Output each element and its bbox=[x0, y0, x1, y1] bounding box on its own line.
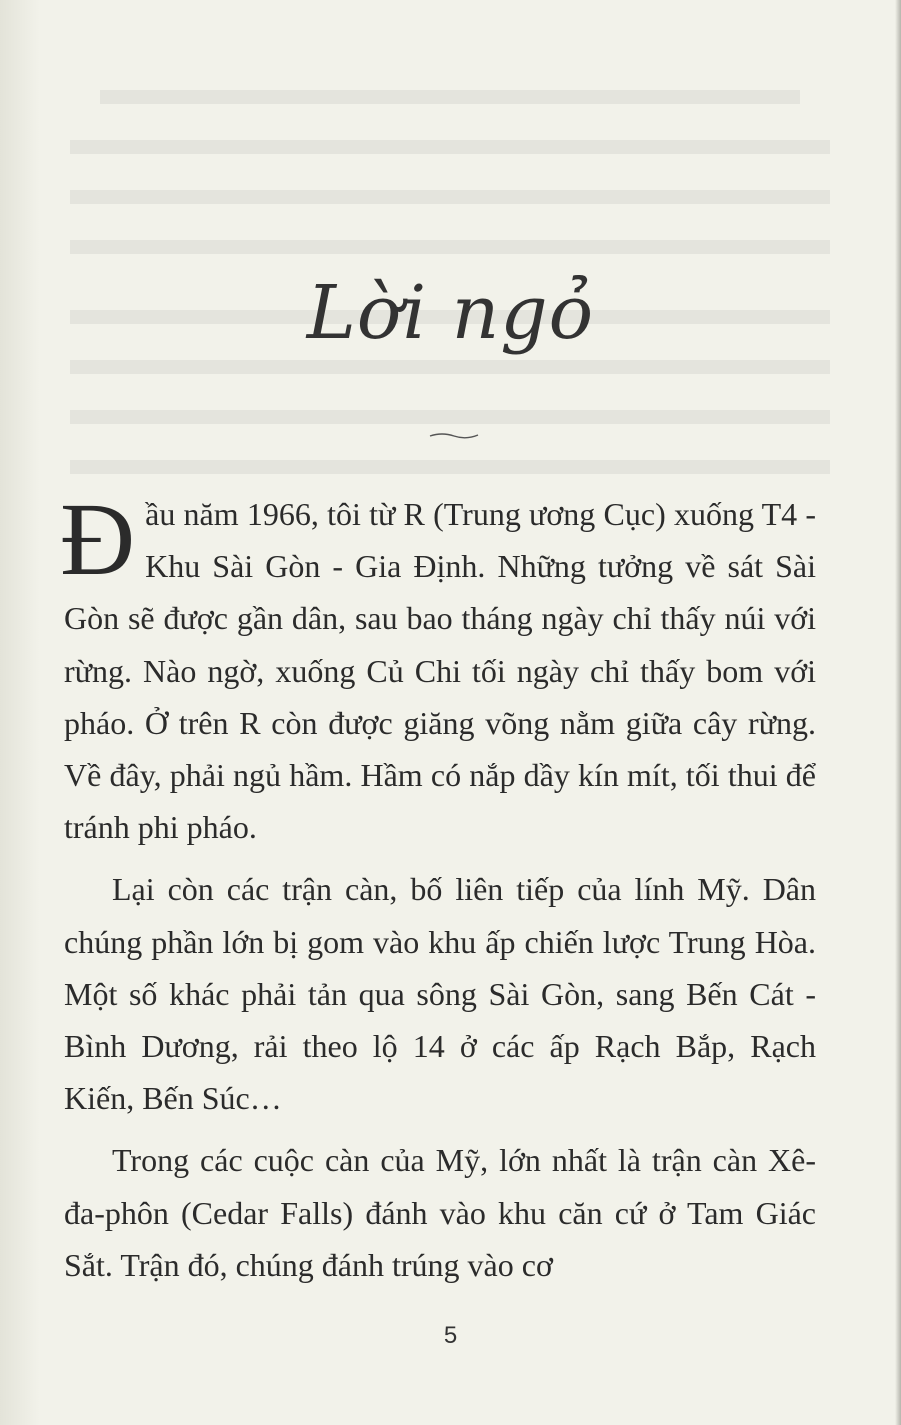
paragraph-3: Trong các cuộc càn của Mỹ, lớn nhất là trận càn Xê-đa-phôn (Cedar Falls) đánh vào khu căn cứ ở Tam Giác Sắt. Trận đó, chúng đánh trúng vào cơ bbox=[64, 1142, 816, 1283]
paragraph-2: Lại còn các trận càn, bố liên tiếp của lính Mỹ. Dân chúng phần lớn bị gom vào khu ấp chiến lược Trung Hòa. Một số khác phải tản qua sông Sài Gòn, sang Bến Cát - Bình Dương, rải theo lộ 14 ở các ấp Rạch Bắp, Rạch Kiến, Bến Súc… bbox=[64, 871, 816, 1117]
chapter-title: Lời ngỏ bbox=[306, 270, 595, 356]
body-text bbox=[60, 482, 816, 1301]
paragraph-1 bbox=[60, 482, 816, 853]
title-flourish-ornament bbox=[428, 430, 480, 440]
drop-cap: Đ bbox=[60, 482, 136, 597]
page-edge-shadow bbox=[895, 0, 901, 1425]
paragraph-1-text: ầu năm 1966, tôi từ R (Trung ương Cục) xuống T4 - Khu Sài Gòn - Gia Định. Những tưởng về sát Sài Gòn sẽ được gần dân, sau bao tháng ngày chỉ thấy núi với rừng. Nào ngờ, xuống Củ Chi tối ngày chỉ thấy bom với pháo. Ở trên R còn được giăng võng nằm giữa cây rừng. Về đây, phải ngủ hầm. Hầm có nắp dầy kín mít, tối thui để tránh phi pháo. bbox=[64, 496, 816, 846]
show-through-texture bbox=[0, 0, 901, 500]
page-number: 5 bbox=[443, 1322, 458, 1349]
